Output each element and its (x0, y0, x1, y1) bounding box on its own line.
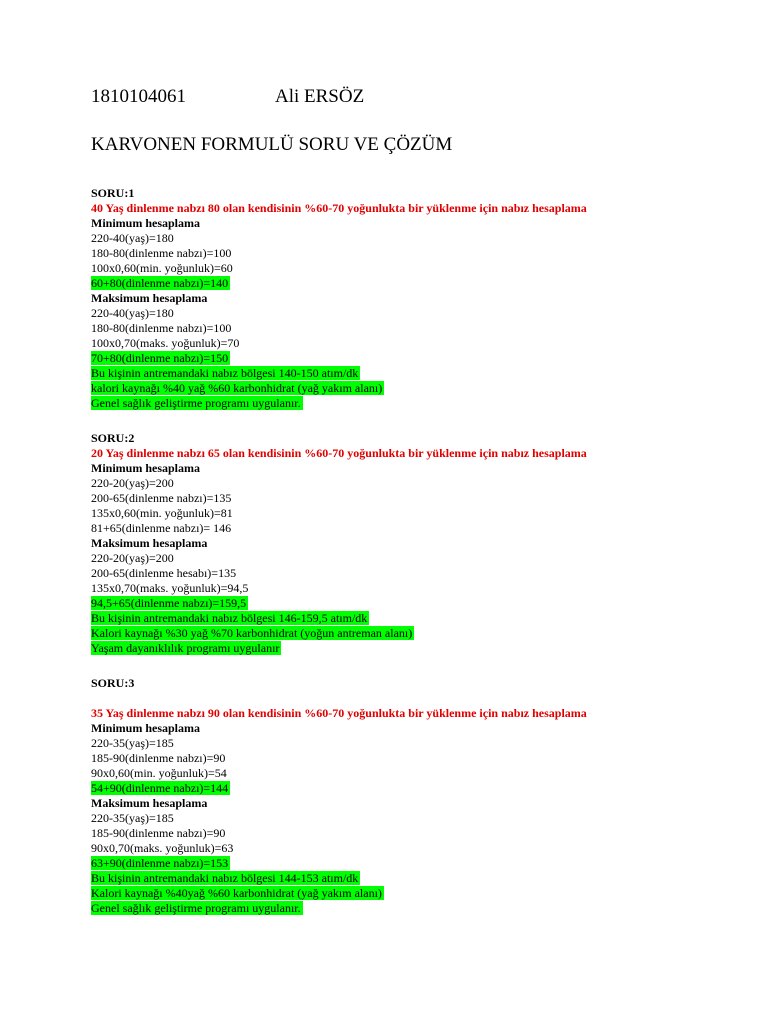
question-label: SORU:3 (91, 676, 135, 690)
calc-line: 220-20(yaş)=200 (91, 551, 174, 565)
student-name: Ali ERSÖZ (275, 86, 365, 107)
min-result-highlight: 60+80(dinlenme nabzı)=140 (91, 276, 229, 290)
calc-line: 185-90(dinlenme nabzı)=90 (91, 751, 226, 765)
calc-line: 180-80(dinlenme nabzı)=100 (91, 246, 232, 260)
max-result-highlight: 70+80(dinlenme nabzı)=150 (91, 351, 229, 365)
calc-line: 100x0,70(maks. yoğunluk)=70 (91, 336, 240, 350)
question-section-3 (91, 676, 671, 916)
document-header (91, 86, 365, 108)
min-heading: Minimum hesaplama (91, 721, 201, 735)
calc-line: 220-40(yaş)=180 (91, 306, 174, 320)
conclusion-highlight: Bu kişinin antremandaki nabız bölgesi 144-153 atım/dk (91, 871, 359, 885)
max-heading: Maksimum hesaplama (91, 796, 208, 810)
calc-line: 135x0,70(maks. yoğunluk)=94,5 (91, 581, 249, 595)
document-title: KARVONEN FORMULÜ SORU VE ÇÖZÜM (91, 134, 453, 155)
min-heading: Minimum hesaplama (91, 461, 201, 475)
max-result-highlight: 94,5+65(dinlenme nabzı)=159,5 (91, 596, 247, 610)
question-section-2 (91, 431, 671, 656)
question-label: SORU:1 (91, 186, 135, 200)
question-text: 35 Yaş dinlenme nabzı 90 olan kendisinin %60-70 yoğunlukta bir yüklenme için nabız hesaplama (91, 706, 587, 720)
calc-line: 100x0,60(min. yoğunluk)=60 (91, 261, 233, 275)
max-result-highlight: 63+90(dinlenme nabzı)=153 (91, 856, 229, 870)
min-heading: Minimum hesaplama (91, 216, 201, 230)
spacer (91, 691, 671, 706)
student-id: 1810104061 (91, 86, 186, 107)
conclusion-highlight: Bu kişinin antremandaki nabız bölgesi 146-159,5 atım/dk (91, 611, 368, 625)
conclusion-highlight: Bu kişinin antremandaki nabız bölgesi 140-150 atım/dk (91, 366, 359, 380)
calc-line: 90x0,70(maks. yoğunluk)=63 (91, 841, 234, 855)
max-heading: Maksimum hesaplama (91, 291, 208, 305)
question-text: 20 Yaş dinlenme nabzı 65 olan kendisinin %60-70 yoğunlukta bir yüklenme için nabız hesaplama (91, 446, 587, 460)
calc-line: 135x0,60(min. yoğunluk)=81 (91, 506, 233, 520)
calc-line: 90x0,60(min. yoğunluk)=54 (91, 766, 227, 780)
calc-line: 200-65(dinlenme nabzı)=135 (91, 491, 232, 505)
conclusion-highlight: Genel sağlık geliştirme programı uygulanır. (91, 396, 301, 410)
max-heading: Maksimum hesaplama (91, 536, 208, 550)
calc-line: 200-65(dinlenme hesabı)=135 (91, 566, 237, 580)
conclusion-highlight: Genel sağlık geliştirme programı uygulanır. (91, 901, 301, 915)
question-text: 40 Yaş dinlenme nabzı 80 olan kendisinin %60-70 yoğunlukta bir yüklenme için nabız hesaplama (91, 201, 587, 215)
min-result-highlight: 54+90(dinlenme nabzı)=144 (91, 781, 229, 795)
calc-line: 220-20(yaş)=200 (91, 476, 174, 490)
conclusion-highlight: Yaşam dayanıklılık programı uygulanır (91, 641, 280, 655)
question-label: SORU:2 (91, 431, 135, 445)
conclusion-highlight: Kalori kaynağı %40yağ %60 karbonhidrat (yağ yakım alanı) (91, 886, 382, 900)
calc-line: 81+65(dinlenme nabzı)= 146 (91, 521, 232, 535)
calc-line: 220-35(yaş)=185 (91, 736, 174, 750)
calc-line: 185-90(dinlenme nabzı)=90 (91, 826, 226, 840)
calc-line: 220-40(yaş)=180 (91, 231, 174, 245)
conclusion-highlight: kalori kaynağı %40 yağ %60 karbonhidrat (yağ yakım alanı) (91, 381, 383, 395)
question-section-1 (91, 186, 671, 411)
conclusion-highlight: Kalori kaynağı %30 yağ %70 karbonhidrat (yoğun antreman alanı) (91, 626, 413, 640)
calc-line: 220-35(yaş)=185 (91, 811, 174, 825)
calc-line: 180-80(dinlenme nabzı)=100 (91, 321, 232, 335)
